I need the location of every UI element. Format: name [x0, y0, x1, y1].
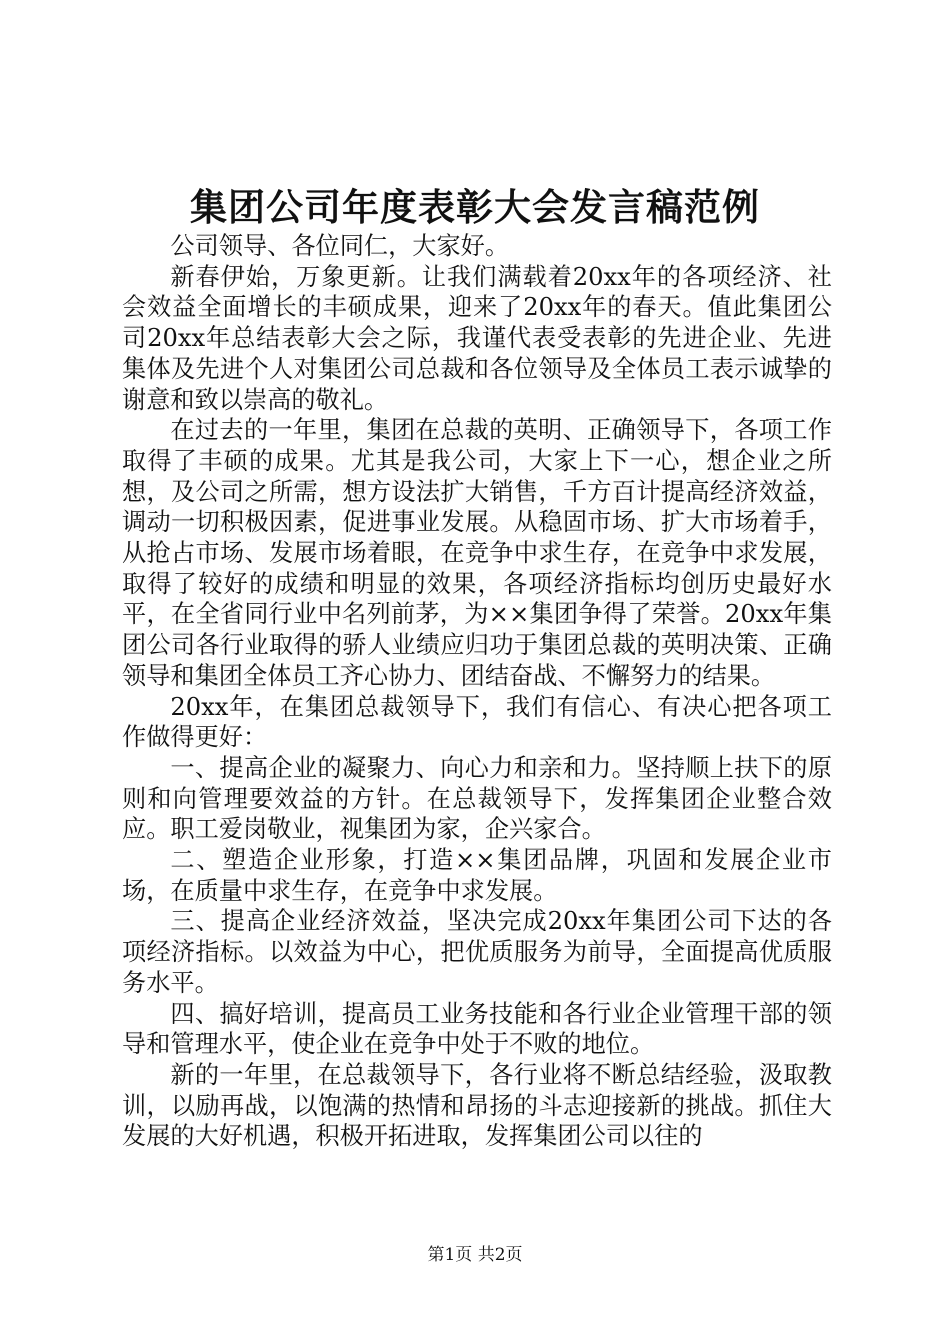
paragraph-opening: 新春伊始，万象更新。让我们满载着20xx年的各项经济、社会效益全面增长的丰硕成果，迎来了20xx年的春天。值此集团公司20xx年总结表彰大会之际，我谨代表受表彰的先进企业、先进集体及先进个人对集团公司总裁和各位领导及全体员工表示诚挚的谢意和致以崇高的敬礼。	[122, 262, 832, 414]
paragraph-point-four: 四、搞好培训，提高员工业务技能和各行业企业管理干部的领导和管理水平，使企业在竞争中处于不败的地位。	[122, 999, 832, 1059]
paragraph-greeting: 公司领导、各位同仁，大家好。	[170, 232, 510, 260]
page-number-footer: 第1页 共2页	[427, 1245, 523, 1265]
paragraph-point-two: 二、塑造企业形象，打造××集团品牌，巩固和发展企业市场，在质量中求生存，在竞争中求发展。	[122, 846, 832, 905]
document-title: 集团公司年度表彰大会发言稿范例	[190, 185, 760, 229]
paragraph-new-year: 新的一年里，在总裁领导下，各行业将不断总结经验，汲取教训，以励再战，以饱满的热情和昂扬的斗志迎接新的挑战。抓住大发展的大好机遇，积极开拓进取，发挥集团公司以往的	[122, 1060, 832, 1151]
paragraph-confidence: 20xx年，在集团总裁领导下，我们有信心、有决心把各项工作做得更好：	[122, 692, 832, 752]
paragraph-point-one: 一、提高企业的凝聚力、向心力和亲和力。坚持顺上扶下的原则和向管理要效益的方针。在总裁领导下，发挥集团企业整合效应。职工爱岗敬业，视集团为家，企兴家合。	[122, 753, 832, 844]
paragraph-point-three: 三、提高企业经济效益，坚决完成20xx年集团公司下达的各项经济指标。以效益为中心，把优质服务为前导，全面提高优质服务水平。	[122, 907, 832, 997]
document-body	[122, 231, 832, 1152]
paragraph-past-year: 在过去的一年里，集团在总裁的英明、正确领导下，各项工作取得了丰硕的成果。尤其是我公司，大家上下一心，想企业之所想，及公司之所需，想方设法扩大销售，千方百计提高经济效益，调动一切积极因素，促进事业发展。从稳固市场、扩大市场着手，从抢占市场、发展市场着眼，在竞争中求生存，在竞争中求发展，取得了较好的成绩和明显的效果，各项经济指标均创历史最好水平，在全省同行业中名列前茅，为××集团争得了荣誉。20xx年集团公司各行业取得的骄人业绩应归功于集团总裁的英明决策、正确领导和集团全体员工齐心协力、团结奋战、不懈努力的结果。	[122, 416, 832, 690]
